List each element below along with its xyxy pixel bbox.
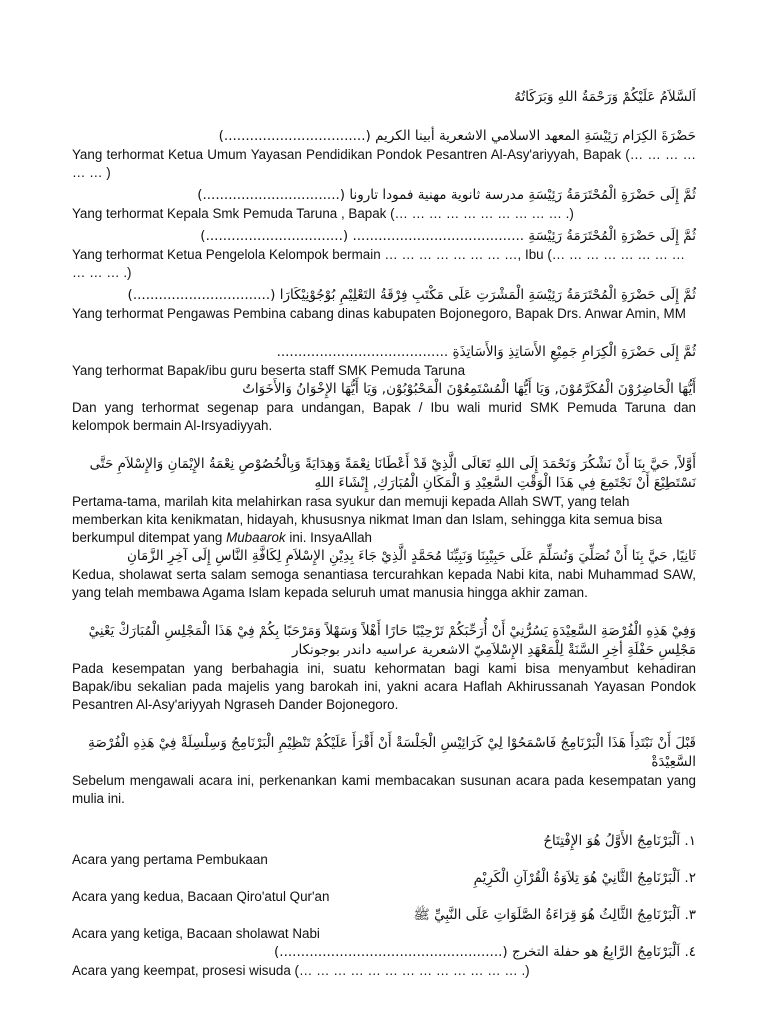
opening-first-arabic: أَوَّلاً, حَيَّ بِنَا أَنْ نَشْكُرَ وَنَحْمَدَ إِلَى اللهِ تَعَالَى الَّذِيْ قَدْ أَعْطَانَا نِعْمَةً وَهِدَايَةً وَبِالْخُصُوْصِ نِعْمَةُ الإِيْمَانِ وَالإِسْلاَمِ حَتَّى نَسْتَطِيْعَ أَنْ نَجْتَمِعَ فِي هَذَا الْوَقْتِ السَّعِيْدِ وَ الْمَكَانِ الْمُبَارَكِ, إِنْشَاءَ اللهِ [89,456,696,491]
agenda-intro-arabic: قَبْلَ أَنْ نَبْتَدِأَ هَذَا الْبَرْنَامِجُ فَاسْمَحُوْا لِيْ كَرَائِيْسِ الْجَلْسَةْ أَنْ أَقْرَأَ عَلَيْكُمْ تَنْظِيْمِ الْبَرْنَامِجُ وَسِلْسِلَةْ فِيْ هَذِهِ الْفُرْصَةِ السَّعِيْدَةْ [88,735,696,770]
agenda-item-4-text: Acara yang keempat, prosesi wisuda (… … … … … … … … … … … … … .) [72,963,530,978]
agenda-item-1-text: Acara yang pertama Pembukaan [72,852,268,867]
greeting-2-arabic: ثُمَّ إِلَى حَضْرَةِ الْمُحْتَرَمَةُ رَئِيْسَةِ مدرسة ثانوية مهنية فمودا تارونا (................................) [197,187,696,203]
greeting-1-text: Yang terhormat Ketua Umum Yayasan Pendidikan Pondok Pesantren Al-Asy'ariyyah, Bapak (… … … … … … ) [72,147,696,180]
agenda-intro-text: Sebelum mengawali acara ini, perkenankan kami membacakan susunan acara pada kesempatan yang mulia ini. [72,773,696,806]
agenda-item-4-arabic: ٤. اَلْبَرْنَامِجُ الرَّابِعُ هو حفلة التخرج (....................................................) [274,944,696,960]
greeting-2-text: Yang terhormat Kepala Smk Pemuda Taruna , Bapak (… … … … … … … … … … .) [72,206,574,221]
greeting-4-arabic: ثُمَّ إِلَى حَضْرَةِ الْمُحْتَرَمَةُ رَئِيْسَةِ الْمَشْرَتِ عَلَى مَكْتَبِ فِرْقَةُ التَعْلِيْمِ بُوْجُوْنِيْكَارَا (................................) [127,287,696,303]
agenda-item-3-text: Acara yang ketiga, Bacaan sholawat Nabi [72,926,320,941]
greeting-1-arabic: حَضْرَةَ الكِرَام رَئِيْسَةِ المعهد الاسلامي الاشعرية أبينا الكريم (.................................) [218,128,696,144]
greeting-4-text: Yang terhormat Pengawas Pembina cabang dinas kabupaten Bojonegoro, Bapak Drs. Anwar Amin, MM [72,306,686,321]
greeting-5-arabic: ثُمَّ إِلَى حَضْرَةِ الْكِرَامِ جَمِيْعِ الأَسَاتِذِ وَالأَسَاتِذَةِ ........................................ [276,344,696,360]
agenda-item-2-arabic: ٢. اَلْبَرْنَامِجُ الثَّانِيْ هُوَ تِلاَوَةُ الْقُرْآنِ الْكَرِيْمِ [473,870,696,886]
opening-second-text: Kedua, sholawat serta salam semoga senantiasa tercurahkan kepada Nabi kita, nabi Muhammad SAW, yang telah membawa Agama Islam kepada seluruh umat manusia hingga akhir zaman. [72,567,696,600]
agenda-item-3-arabic: ٣. اَلْبَرْنَامِجُ الثَّالِثُ هُوَ قِرَاءَةُ الصَّلَوَاتِ عَلَى النَّبِيِّ ﷺ [413,907,696,923]
welcome-text: Pada kesempatan yang berbahagia ini, suatu kehormatan bagi kami bisa menyambut kehadiran Bapak/ibu sekalian pada majelis yang barokah ini, yakni acara Haflah Akhirussanah Yayasan Pondok Pesantren Al-Asy'ariyyah Ngraseh Dander Bojonegoro. [72,661,696,712]
welcome-arabic: وَفِيْ هَذِهِ الْفُرْصَةِ السَّعِيْدَةِ يَسُرُّنِيْ أَنْ أُرَحِّبَكُمْ تَرْحِيْبًا حَارًا أَهْلاً وَسَهْلاً وَمَرْحَبًا بِكُمْ فِيْ هَذَا الْمَجْلِسِ الْمُبَارَكْ يَعْنِيْ مَجْلِسِ حَفْلَةِ أخِرِ السَّنَةْ لِلْمَعْهَدِ الإِسْلاَمِيّ الاشعرية عراسيه داندر بوجونكار [88,623,696,658]
agenda-item-1-arabic: ١. اَلْبَرْنَامِجُ الأَوَّلُ هُوَ الإِفْتِتَاحُ [543,833,696,849]
opening-first-text-b: ini. InsyaAllah [285,530,372,545]
opening-first-text [72,493,696,547]
opening-first-text-a: Pertama-tama, marilah kita melahirkan rasa syukur dan memuji kepada Allah SWT, yang telah memberkan kita kenikmatan, hidayah, khususnya nikmat Iman dan Islam, sehingga kita semua bisa berkumpul ditempat yang [72,494,663,545]
agenda-item-2-text: Acara yang kedua, Bacaan Qiro'atul Qur'an [72,889,330,904]
greeting-3-arabic: ثُمَّ إِلَى حَضْرَةِ الْمُحْتَرَمَةُ رَئِيْسَةِ ........................................ (................................) [200,228,696,244]
opening-second-arabic: ثَانِيًا, حَيَّ بِنَا أَنْ نُصَلِّيَ وَنُسَلِّمَ عَلَى حَبِيْبِنَا وَنَبِيِّنَا مُحَمَّدٍ الَّذِيْ جَاءَ بِدِيْنِ الإِسْلاَمِ لِكَافَّةِ النَّاسِ إِلَى آخِرِ الزَّمَانِ [126,548,696,564]
greeting-5-text: Yang terhormat Bapak/ibu guru beserta staff SMK Pemuda Taruna [72,363,466,378]
salam-arabic: اَلسَّلاَمُ عَلَيْكُمْ وَرَحْمَةُ اللهِ وَبَرَكَاتُهُ [514,89,696,105]
greeting-6-text: Dan yang terhormat segenap para undangan, Bapak / Ibu wali murid SMK Pemuda Taruna dan kelompok bermain Al-Irsyadiyyah. [72,400,696,433]
greeting-6-arabic: أَيُّهَا الْحَاضِرُوْنَ الْمُكَرَّمُوْنَ, وَيَا أَيُّهَا الْمُسْتَمِعُوْنَ الْمَحْبُوْبُوْن, وَيَا أَيُّهَا الإِخْوَانُ وَالأَخَوَاتُ [242,381,696,397]
mubaarok-emphasis: Mubaarok [226,530,286,545]
greeting-3-text: Yang terhormat Ketua Pengelola Kelompok bermain … … … … … … … …, Ibu (… … … … … … … … … … … .) [72,247,685,280]
